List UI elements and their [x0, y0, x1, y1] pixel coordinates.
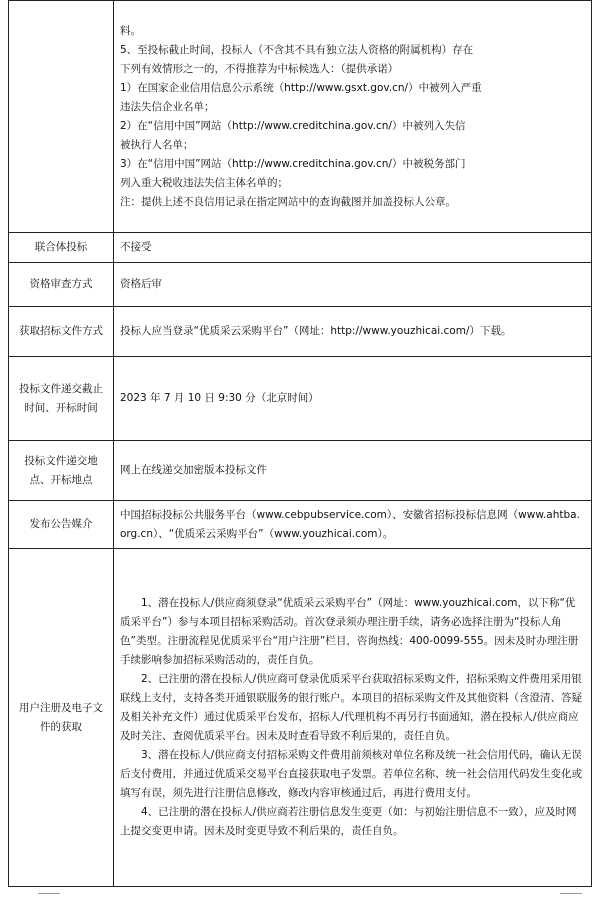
page-corner-mark-right — [560, 893, 582, 894]
registration-content — [114, 549, 592, 887]
table-row-submission-place — [9, 441, 592, 501]
table-row-continued — [9, 1, 592, 233]
deadline-value: 2023 年 7 月 10 日 9:30 分（北京时间） — [114, 357, 592, 441]
continued-line-9: 列入重大税收违法失信主体名单的； — [120, 176, 288, 189]
continued-line-7: 被执行人名单； — [120, 138, 194, 151]
continued-line-3: 下列有效情形之一的，不得推荐为中标候选人：（提供承诺） — [120, 62, 399, 75]
media-label: 发布公告媒介 — [9, 501, 114, 549]
tender-info-table — [8, 0, 592, 887]
registration-paragraph-1: 1、潜在投标人/供应商须登录“优质采云采购平台”（网址：www.youzhicai.com，以下称“优质采平台”）参与本项目招标采购活动。首次登录须办理注册手续，请务必选择注册为“投标人角色”类型。注册流程见优质采平台“用户注册”栏目，咨询热线：400-0099-555。因未及时办理注册手续影响参加招标采购活动的，责任自负。 — [120, 597, 579, 666]
page-corner-mark-left — [38, 893, 60, 894]
obtain-docs-label: 获取招标文件方式 — [9, 307, 114, 357]
continued-line-8: 3）在“信用中国”网站（http://www.creditchina.gov.cn/）中被税务部门 — [120, 157, 466, 170]
media-value: 中国招标投标公共服务平台（www.cebpubservice.com）、安徽省招标投标信息网（www.ahtba.org.cn）、“优质采云采购平台”（www.youzhicai.com）。 — [114, 501, 592, 549]
table-row-deadline — [9, 357, 592, 441]
continued-line-6: 2）在“信用中国”网站（http://www.creditchina.gov.cn/）中被列入失信 — [120, 119, 466, 132]
registration-paragraph-3: 3、潜在投标人/供应商支付招标采购文件费用前须核对单位名称及统一社会信用代码，确认无误后支付费用，并通过优质采交易平台直接获取电子发票。若单位名称、统一社会信用代码发生变化或填写有误，须先进行注册信息修改，修改内容审核通过后，再进行费用支付。 — [120, 749, 582, 799]
table-row-media — [9, 501, 592, 549]
obtain-docs-value: 投标人应当登录“优质采云采购平台”（网址：http://www.youzhicai.com/）下载。 — [114, 307, 592, 357]
table-row-qualification — [9, 263, 592, 307]
consortium-value: 不接受 — [114, 233, 592, 263]
submission-place-value: 网上在线递交加密版本投标文件 — [114, 441, 592, 501]
continued-content-cell — [114, 1, 592, 233]
registration-paragraph-2: 2、已注册的潜在投标人/供应商可登录优质采平台获取招标采购文件，招标采购文件费用采用银联线上支付，支持各类开通银联服务的银行账户。本项目的招标采购文件及其他资料（含澄清、答疑及相关补充文件）通过优质采平台发布，招标人/代理机构不再另行书面通知，潜在投标人/供应商应及时关注、查阅优质采平台。因未及时查看导致不利后果的，责任自负。 — [120, 673, 582, 742]
qualification-value: 资格后审 — [114, 263, 592, 307]
qualification-label: 资格审查方式 — [9, 263, 114, 307]
consortium-label: 联合体投标 — [9, 233, 114, 263]
registration-label: 用户注册及电子文件的获取 — [9, 549, 114, 887]
table-row-obtain-docs — [9, 307, 592, 357]
continued-line-1: 料。 — [120, 24, 141, 37]
table-row-consortium — [9, 233, 592, 263]
deadline-label: 投标文件递交截止时间、开标时间 — [9, 357, 114, 441]
submission-place-label: 投标文件递交地点、开标地点 — [9, 441, 114, 501]
registration-paragraph-4: 4、已注册的潜在投标人/供应商若注册信息发生变更（如：与初始注册信息不一致），应及时网上提交变更申请。因未及时变更导致不利后果的，责任自负。 — [120, 806, 577, 837]
continued-label-cell — [9, 1, 114, 233]
table-row-registration — [9, 549, 592, 887]
continued-line-4: 1）在国家企业信用信息公示系统（http://www.gsxt.gov.cn/）中被列入严重 — [120, 81, 482, 94]
continued-line-2: 5、至投标截止时间，投标人（不含其不具有独立法人资格的附属机构）存在 — [120, 43, 474, 56]
continued-line-5: 违法失信企业名单； — [120, 100, 215, 113]
continued-line-10: 注：提供上述不良信用记录在指定网站中的查询截图并加盖投标人公章。 — [120, 195, 456, 208]
